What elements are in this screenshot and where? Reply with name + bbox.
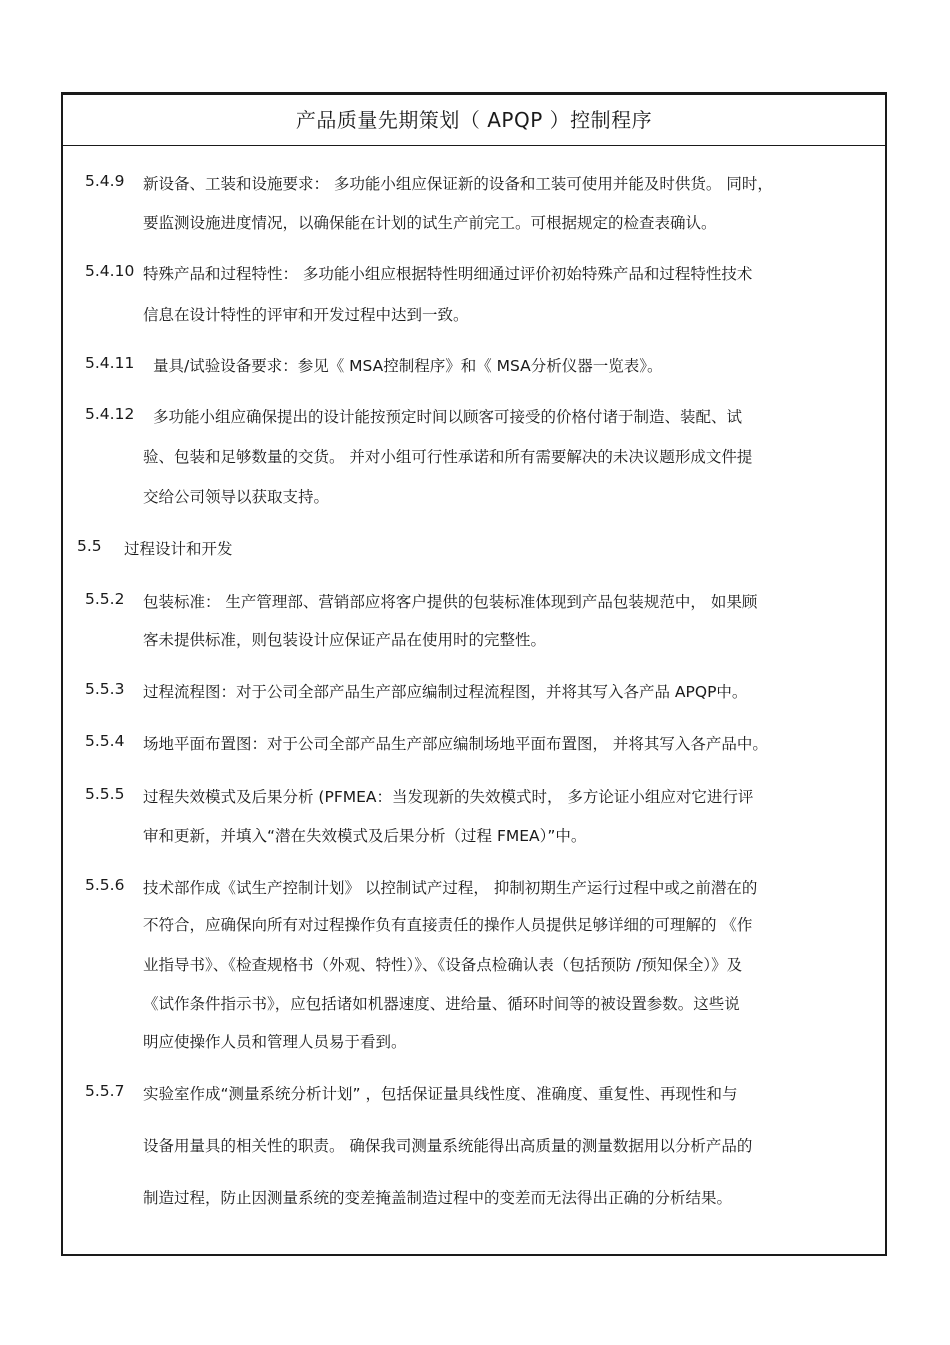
item-line: 特殊产品和过程特性： 多功能小组应根据特性明细通过评价初始特殊产品和过程特性技术 xyxy=(143,265,753,283)
item-line: 包装标准： 生产管理部、营销部应将客户提供的包装标准体现到产品包装规范中， 如果顾 xyxy=(143,593,758,611)
item-line: 明应使操作人员和管理人员易于看到。 xyxy=(143,1033,407,1051)
item-line: 业指导书》、《检查规格书（外观、特性）》、《设备点检确认表（包括预防 /预知保全）》及 xyxy=(143,956,743,974)
item-line: 实验室作成“测量系统分析计划” ，包括保证量具线性度、准确度、重复性、再现性和与 xyxy=(143,1085,738,1103)
item-line: 技术部作成《试生产控制计划》 以控制试产过程， 抑制初期生产运行过程中或之前潜在的 xyxy=(143,879,758,897)
item-line: 验、包装和足够数量的交货。 并对小组可行性承诺和所有需要解决的未决议题形成文件提 xyxy=(143,448,753,466)
item-number: 5.5.6 xyxy=(85,876,125,894)
item-line: 要监测设施进度情况，以确保能在计划的试生产前完工。可根据规定的检查表确认。 xyxy=(143,214,717,232)
item-line: 交给公司领导以获取支持。 xyxy=(143,488,330,506)
item-line: 多功能小组应确保提出的设计能按预定时间以顾客可接受的价格付诸于制造、装配、试 xyxy=(153,408,743,426)
item-number: 5.4.12 xyxy=(85,405,135,423)
item-number: 5.5.3 xyxy=(85,680,125,698)
item-line: 设备用量具的相关性的职责。 确保我司测量系统能得出高质量的测量数据用以分析产品的 xyxy=(143,1137,753,1155)
section-heading: 过程设计和开发 xyxy=(124,540,233,558)
item-line: 过程失效模式及后果分析 (PFMEA：当发现新的失效模式时， 多方论证小组应对它进行评 xyxy=(143,788,754,806)
item-number: 5.4.10 xyxy=(85,262,135,280)
item-number: 5.5.7 xyxy=(85,1082,125,1100)
item-line: 过程流程图：对于公司全部产品生产部应编制过程流程图，并将其写入各产品 APQP中。 xyxy=(143,683,748,701)
item-line: 不符合，应确保向所有对过程操作负有直接责任的操作人员提供足够详细的可理解的 《作 xyxy=(143,916,753,934)
item-line: 客未提供标准，则包装设计应保证产品在使用时的完整性。 xyxy=(143,631,547,649)
section-number: 5.5 xyxy=(77,537,102,555)
item-line: 信息在设计特性的评审和开发过程中达到一致。 xyxy=(143,306,469,324)
document-header xyxy=(63,95,885,146)
item-line: 审和更新，并填入“潜在失效模式及后果分析（过程 FMEA）”中。 xyxy=(143,827,587,845)
document-title: 产品质量先期策划（ APQP ）控制程序 xyxy=(295,108,653,132)
item-number: 5.4.9 xyxy=(85,172,125,190)
item-line: 《试作条件指示书》，应包括诸如机器速度、进给量、循环时间等的被设置参数。这些说 xyxy=(143,995,740,1013)
item-line: 制造过程，防止因测量系统的变差掩盖制造过程中的变差而无法得出正确的分析结果。 xyxy=(143,1189,733,1207)
item-line: 新设备、工装和设施要求： 多功能小组应保证新的设备和工装可使用并能及时供货。 同时， xyxy=(143,175,773,193)
item-number: 5.5.2 xyxy=(85,590,125,608)
item-number: 5.5.5 xyxy=(85,785,125,803)
item-line: 场地平面布置图：对于公司全部产品生产部应编制场地平面布置图， 并将其写入各产品中。 xyxy=(143,735,768,753)
item-line: 量具/试验设备要求：参见《 MSA控制程序》和《 MSA分析仪器一览表》。 xyxy=(153,357,663,375)
item-number: 5.4.11 xyxy=(85,354,135,372)
item-number: 5.5.4 xyxy=(85,732,125,750)
